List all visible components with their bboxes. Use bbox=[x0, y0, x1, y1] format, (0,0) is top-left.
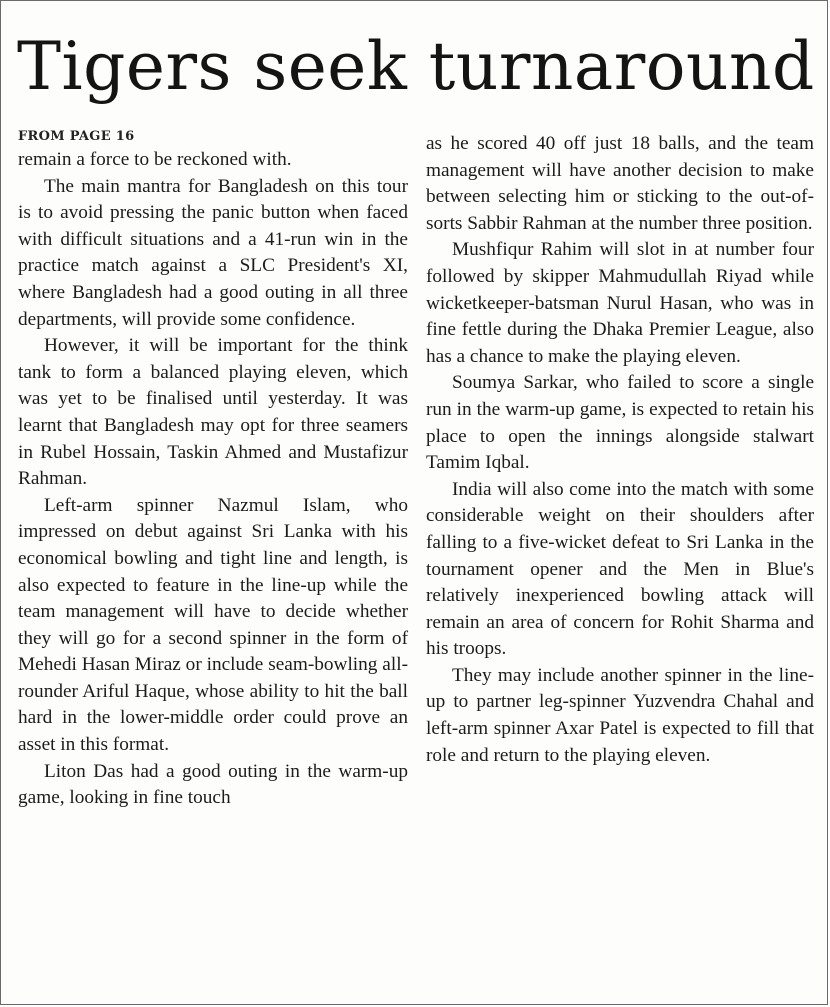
paragraph: The main mantra for Bangladesh on this tour is to avoid pressing the panic button when faced with difficult situations and a 41-run win in the practice match against a SLC President's XI, where Bangladesh had a good outing in all three departments, will provide some confidence. bbox=[18, 175, 408, 330]
headline: Tigers seek turnaround bbox=[17, 28, 815, 105]
continuation-kicker: FROM PAGE 16 bbox=[18, 129, 135, 144]
paragraph: Mushfiqur Rahim will slot in at number four followed by skipper Mahmudullah Riyad while wicketkeeper-batsman Nurul Hasan, who was in fine fettle during the Dhaka Premier League, also has a chance to make the playing eleven. bbox=[426, 239, 814, 367]
article-column-right bbox=[426, 131, 814, 769]
paragraph: India will also come into the match with some considerable weight on their shoulders after falling to a five-wicket defeat to Sri Lanka in the tournament opener and the Men in Blue's relatively inexperienced bowling attack will remain an area of concern for Rohit Sharma and his troops. bbox=[426, 478, 814, 660]
paragraph: However, it will be important for the think tank to form a balanced playing eleven, which was yet to be finalised until yesterday. It was learnt that Bangladesh may opt for three seamers in Rubel Hossain, Taskin Ahmed and Mustafizur Rahman. bbox=[18, 335, 408, 490]
paragraph: as he scored 40 off just 18 balls, and the team management will have another decision to make between selecting him or sticking to the out-of-sorts Sabbir Rahman at the number three position. bbox=[426, 133, 814, 234]
paragraph: Liton Das had a good outing in the warm-up game, looking in fine touch bbox=[18, 760, 408, 809]
paragraph: Soumya Sarkar, who failed to score a single run in the warm-up game, is expected to retain his place to open the innings alongside stalwart Tamim Iqbal. bbox=[426, 372, 814, 474]
paragraph: Left-arm spinner Nazmul Islam, who impressed on debut against Sri Lanka with his economical bowling and tight line and length, is also expected to feature in the line-up while the team management will have to decide whether they will go for a second spinner in the form of Mehedi Hasan Miraz or include seam-bowling all-rounder Ariful Haque, whose ability to hit the ball hard in the lower-middle order could prove an asset in this format. bbox=[18, 494, 408, 756]
paragraph: remain a force to be reckoned with. bbox=[18, 149, 292, 170]
paragraph: They may include another spinner in the line-up to partner leg-spinner Yuzvendra Chahal and left-arm spinner Axar Patel is expected to fill that role and return to the playing eleven. bbox=[426, 664, 814, 766]
article-column-left bbox=[18, 127, 408, 812]
